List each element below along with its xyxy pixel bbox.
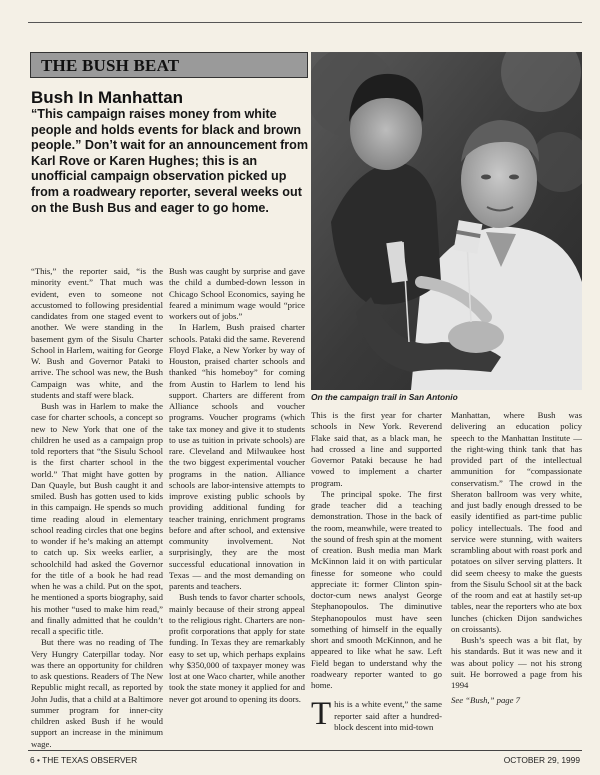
paragraph: The principal spoke. The first grade teacher did a teaching demonstration. Those in the back of the room, meanwhile, were treated to the sound of fresh spin at the moment of creation. Bush media man Mark McKinnon laid it on with particular finesse for someone who could appreciate it: former Clinton spin-doctor-cum news analyst George Stephanopoulos. The diminutive Stephanopoulos must have seen something of himself in the equally short and smooth McKinnon, and he appeared to like what he saw. Left Field began to understand why the roadweary reporter wanted to go home. [311,488,443,690]
paragraph: This is the first year for charter schools in New York. Reverend Flake said that, as a black man, he had crossed a line and supported Governor Pataki because he had vowed to implement a charter program. [311,410,442,488]
section-banner: THE BUSH BEAT [30,52,308,78]
article-column-2 [169,266,305,705]
article-column-3 [311,410,442,733]
campaign-photo [311,52,582,390]
photo-caption: On the campaign trail in San Antonio [311,392,458,402]
dropcap-paragraph [311,696,442,733]
footer-date: OCTOBER 29, 1999 [503,755,580,765]
dropcap-text: his is a white event,” the same reporter said after a hundred-block descent into mid-town [334,699,442,732]
paragraph: “This,” the reporter said, “is the minority event.” That much was evident, even to someone not accustomed to following presidential candidates from one staged event to another. We were standing in the basement gym of the Sisulu Charter School in Harlem, waiting for George W. Bush and Governor Pataki to arrive. The school was new, the Bush Campaign was white, and the students and staff were black. [31,266,163,400]
paragraph: Bush was caught by surprise and gave the child a dumbed-down lesson in Chicago School Economics, saying he feared a minimum wage would “price workers out of jobs.” [169,266,305,321]
footer-folio: 6 • THE TEXAS OBSERVER [30,755,138,765]
deck-text: “This campaign raises money from white people and holds events for black and brown people.” Don’t wait for an announcement from Karl Rove or Karen Hughes; this is an unofficial campaign observation picked up from a roadweary reporter, several weeks out on the Bush Bus and eager to go home. [31,107,309,215]
paragraph: Bush was in Harlem to make the case for charter schools, a concept so new to New York that one of the children he used as a campaign prop told reporters that “the Sisulu School is the first charter school in the world.” That might have gotten by Dan Quayle, but Bush caught it and smiled. Bush has gotten used to kids in this campaign. He spends so much time reading aloud in elementary school reading circles that one begins to wonder if he’s making an attempt to catch up. Six weeks earlier, a schoolchild had asked the Governor for the title of a book he had read when he was a child. Put on the spot, he mentioned a sports biography, said his mother “used to make him read,” and finally admitted that he couldn’t recall a specific title. [31,401,163,636]
paragraph: But there was no reading of The Very Hungry Caterpillar today. Nor was there an opportunity for children to ask questions. Readers of The New Republic might recall, as reported by John Judis, that a child at a Baltimore summer program for inner-city children asked Bush if he would support an increase in the minimum wage. [31,637,163,749]
paragraph: Bush tends to favor charter schools, mainly because of their strong appeal to the religious right. Charters are non-profit corporations that apply for state funding. In Texas they are remarkably easy to set up, which perhaps explains why $350,000 of taxpayer money was lost at one Waco charter, while another took the state money it applied for and never got around to opening its doors. [169,592,305,704]
headline: Bush In Manhattan [31,88,184,107]
paragraph: Manhattan, where Bush was delivering an education policy speech to the Manhattan Institute — the right-wing think tank that has provided part of the intellectual ammunition for “compassionate conservatism.” The crowd in the Sheraton ballroom was very white, and just badly enough dressed to be easily identified as part-time public policy intellectuals. The food and service were stunning, with waiters scrambling about with roast pork and potatoes on silver serving platters. It did seem cheesy to make the guests from the Sisulu School sit at the back of the room and eat at hastily set-up tables, near the reporters who ate box lunches (chicken Dijon sandwiches on croissants). [451,410,582,634]
continuation-link[interactable]: See “Bush,” page 7 [451,695,521,706]
article-column-4 [451,410,582,707]
top-rule [28,22,582,23]
bottom-rule [28,750,582,751]
paragraph: Bush’s speech was a bit flat, by his standards. But it was new and it was about policy — not his strong suit. He borrowed a page from his 1994 [451,635,582,690]
paragraph: In Harlem, Bush praised charter schools. Pataki did the same. Reverend Floyd Flake, a New Yorker by way of Houston, praised charter schools and thanked “his homeboy” for coming from Austin to Harlem to lend his support. Charters are different from Alliance schools and voucher programs. Voucher programs (which take tax money and give it to students to use as tuition in private schools) are rare. Cleveland and Milwaukee host the two biggest experimental voucher programs in the nation. Alliance schools are labor-intensive attempts to improve existing public schools by providing additional funding for teacher training, enrichment programs before and after school, and extensive community involvement. Not surprisingly, they are the most successful educational innovation in Texas — and the most demanding on parents and teachers. [169,322,305,591]
drop-cap: T [311,696,332,733]
article-column-1 [31,266,163,750]
